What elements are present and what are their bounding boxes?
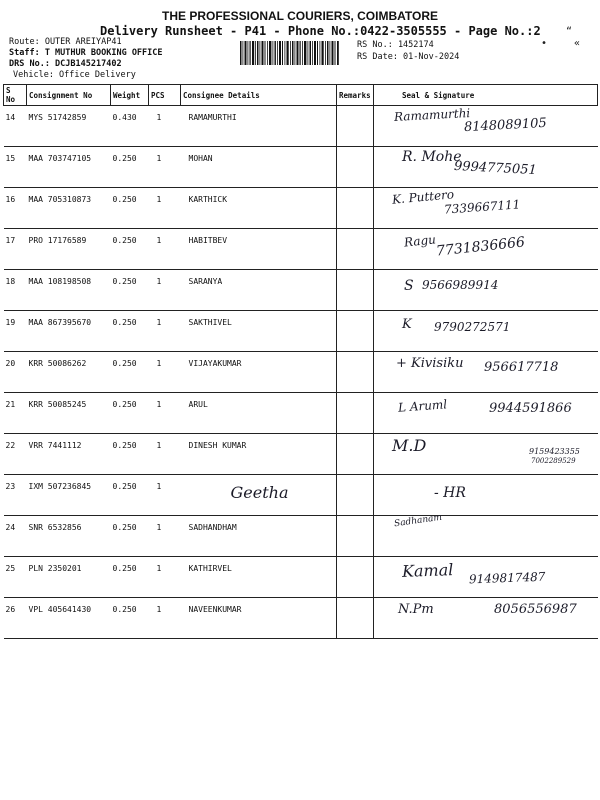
handwritten-signature: M.D <box>392 436 427 455</box>
consignee-details-cell <box>181 270 337 311</box>
weight-cell <box>111 311 149 352</box>
serial-number-cell <box>4 598 27 639</box>
handwritten-signature: S <box>404 278 414 294</box>
handwritten-signature: L Aruml <box>397 397 448 415</box>
serial-number-cell <box>4 106 27 147</box>
pieces-text: 1 <box>156 605 162 614</box>
consignment-number-cell <box>27 475 111 516</box>
serial-number-cell <box>4 270 27 311</box>
consignment-number-text: SNR 6532856 <box>28 523 82 532</box>
pieces-cell <box>149 475 181 516</box>
seal-signature-cell <box>374 598 598 639</box>
serial-number-cell <box>4 393 27 434</box>
serial-number-text: 15 <box>5 154 16 163</box>
consignee-details-text: ARUL <box>188 400 208 409</box>
serial-number-text: 17 <box>5 236 16 245</box>
weight-cell <box>111 393 149 434</box>
pieces-cell <box>149 434 181 475</box>
seal-signature-cell <box>374 512 598 557</box>
handwritten-signature: Ramamurthi <box>393 106 471 124</box>
remarks-cell <box>337 188 374 229</box>
consignee-details-text: HABITBEV <box>188 236 228 245</box>
consignee-details-text: NAVEENKUMAR <box>188 605 242 614</box>
serial-number-text: 20 <box>5 359 16 368</box>
consignee-details-text: MOHAN <box>188 154 213 163</box>
consignment-number-text: KRR 50085245 <box>28 400 87 409</box>
weight-text: 0.430 <box>112 113 137 122</box>
remarks-cell <box>337 598 374 639</box>
pieces-cell <box>149 352 181 393</box>
route-label: Route: OUTER AREIYAP41 <box>9 37 122 47</box>
handwritten-signature: + Kivisiku <box>396 356 464 371</box>
consignee-details-text: KATHIRVEL <box>188 564 232 573</box>
serial-number-text: 14 <box>5 113 16 122</box>
handwritten-phone-number: 8056556987 <box>494 602 577 617</box>
weight-text: 0.250 <box>112 154 137 163</box>
serial-number-cell <box>4 147 27 188</box>
rs-number: RS No.: 1452174 <box>357 40 434 50</box>
serial-number-cell <box>4 229 27 270</box>
remarks-cell <box>337 352 374 393</box>
pieces-cell <box>149 106 181 147</box>
serial-number-text: 25 <box>5 564 16 573</box>
pieces-text: 1 <box>156 154 162 163</box>
seal-signature-cell <box>374 147 598 188</box>
consignment-number-cell <box>27 229 111 270</box>
consignment-number-cell <box>27 147 111 188</box>
weight-text: 0.250 <box>112 605 137 614</box>
pieces-text: 1 <box>156 195 162 204</box>
corner-mark: • <box>541 38 548 49</box>
consignee-details-text: RAMAMURTHI <box>188 113 237 122</box>
consignment-number-text: VRR 7441112 <box>28 441 82 450</box>
table-row <box>4 311 598 352</box>
remarks-cell <box>337 311 374 352</box>
column-header: Consignment No <box>27 85 111 106</box>
serial-number-text: 18 <box>5 277 16 286</box>
seal-signature-cell <box>374 475 598 516</box>
column-header: Remarks <box>337 85 374 106</box>
seal-signature-cell <box>374 557 598 598</box>
table-row <box>4 516 598 557</box>
weight-text: 0.250 <box>112 482 137 491</box>
consignee-details-text: VIJAYAKUMAR <box>188 359 242 368</box>
handwritten-phone-number: 9159423355 <box>529 447 580 456</box>
pieces-cell <box>149 516 181 557</box>
serial-number-text: 19 <box>5 318 16 327</box>
pieces-text: 1 <box>156 359 162 368</box>
pieces-cell <box>149 229 181 270</box>
consignment-number-text: MAA 867395670 <box>28 318 92 327</box>
serial-number-cell <box>4 352 27 393</box>
remarks-cell <box>337 106 374 147</box>
table-row <box>4 557 598 598</box>
consignment-number-cell <box>27 270 111 311</box>
consignee-details-cell <box>181 475 337 516</box>
runsheet-subtitle: Delivery Runsheet - P41 - Phone No.:0422-3505555 - Page No.:2 <box>100 24 541 38</box>
barcode-image <box>240 41 340 65</box>
weight-text: 0.250 <box>112 277 137 286</box>
consignment-number-text: MYS 51742859 <box>28 113 87 122</box>
handwritten-signature: R. Mohe <box>402 149 462 165</box>
serial-number-cell <box>4 557 27 598</box>
table-row <box>4 475 598 516</box>
serial-number-text: 23 <box>5 482 16 491</box>
consignment-number-cell <box>27 188 111 229</box>
runsheet-table <box>3 84 598 639</box>
pieces-text: 1 <box>156 564 162 573</box>
table-row <box>4 270 598 311</box>
handwritten-signature: Ragu <box>403 232 437 250</box>
pieces-text: 1 <box>156 400 162 409</box>
seal-signature-cell <box>374 352 598 393</box>
column-header: Seal & Signature <box>374 85 598 106</box>
consignment-number-cell <box>27 598 111 639</box>
consignment-number-text: KRR 50086262 <box>28 359 87 368</box>
handwritten-signature: Kamal <box>401 560 454 581</box>
handwritten-signature: K <box>402 317 412 332</box>
weight-cell <box>111 598 149 639</box>
consignment-number-text: PRO 17176589 <box>28 236 87 245</box>
handwritten-consignee-name: Geetha <box>230 483 289 502</box>
consignment-number-cell <box>27 311 111 352</box>
handwritten-signature: - HR <box>434 485 466 501</box>
table-row <box>4 229 598 270</box>
weight-cell <box>111 147 149 188</box>
consignee-details-cell <box>181 434 337 475</box>
consignment-number-text: PLN 2350201 <box>28 564 82 573</box>
corner-mark: « <box>574 38 581 49</box>
drs-number: DRS No.: DCJB145217402 <box>9 59 122 69</box>
weight-text: 0.250 <box>112 195 137 204</box>
pieces-text: 1 <box>156 482 162 491</box>
weight-cell <box>111 516 149 557</box>
pieces-cell <box>149 188 181 229</box>
weight-cell <box>111 188 149 229</box>
consignee-details-cell <box>181 516 337 557</box>
handwritten-phone-number: 7731836666 <box>435 234 526 260</box>
weight-cell <box>111 270 149 311</box>
table-row <box>4 393 598 434</box>
table-row <box>4 434 598 475</box>
table-row <box>4 106 598 147</box>
remarks-cell <box>337 557 374 598</box>
column-header: PCS <box>149 85 181 106</box>
pieces-text: 1 <box>156 523 162 532</box>
weight-cell <box>111 434 149 475</box>
consignment-number-text: MAA 108198508 <box>28 277 92 286</box>
handwritten-signature: Sadhanam <box>393 512 443 530</box>
table-row <box>4 352 598 393</box>
table-row <box>4 147 598 188</box>
handwritten-phone-number: 8148089105 <box>463 115 548 136</box>
pieces-cell <box>149 147 181 188</box>
serial-number-cell <box>4 311 27 352</box>
pieces-cell <box>149 598 181 639</box>
pieces-text: 1 <box>156 277 162 286</box>
pieces-cell <box>149 557 181 598</box>
serial-number-cell <box>4 188 27 229</box>
table-header-row <box>4 85 598 106</box>
remarks-cell <box>337 475 374 516</box>
consignee-details-cell <box>181 311 337 352</box>
weight-text: 0.250 <box>112 564 137 573</box>
weight-cell <box>111 557 149 598</box>
column-header: S No <box>4 85 27 106</box>
rs-date: RS Date: 01-Nov-2024 <box>357 52 460 62</box>
weight-text: 0.250 <box>112 359 137 368</box>
weight-text: 0.250 <box>112 400 137 409</box>
weight-cell <box>111 475 149 516</box>
consignee-details-cell <box>181 557 337 598</box>
weight-cell <box>111 352 149 393</box>
consignee-details-text: DINESH KUMAR <box>188 441 247 450</box>
handwritten-phone-number: 9944591866 <box>489 401 572 416</box>
remarks-cell <box>337 147 374 188</box>
company-title: THE PROFESSIONAL COURIERS, COIMBATORE <box>161 9 439 23</box>
serial-number-cell <box>4 475 27 516</box>
consignee-details-cell <box>181 106 337 147</box>
consignee-details-text <box>183 475 335 482</box>
consignee-details-cell <box>181 188 337 229</box>
seal-signature-cell <box>374 229 598 270</box>
weight-text: 0.250 <box>112 441 137 450</box>
handwritten-signature: N.Pm <box>398 602 434 617</box>
remarks-cell <box>337 229 374 270</box>
consignment-number-cell <box>27 557 111 598</box>
consignment-number-cell <box>27 434 111 475</box>
pieces-text: 1 <box>156 236 162 245</box>
consignment-number-text: MAA 705310873 <box>28 195 92 204</box>
consignee-details-text: SADHANDHAM <box>188 523 237 532</box>
serial-number-text: 24 <box>5 523 16 532</box>
handwritten-phone-number: 9566989914 <box>422 278 499 292</box>
weight-text: 0.250 <box>112 236 137 245</box>
pieces-cell <box>149 311 181 352</box>
weight-cell <box>111 106 149 147</box>
weight-text: 0.250 <box>112 318 137 327</box>
seal-signature-cell <box>374 393 598 434</box>
serial-number-text: 16 <box>5 195 16 204</box>
consignment-number-cell <box>27 516 111 557</box>
remarks-cell <box>337 393 374 434</box>
table-row <box>4 188 598 229</box>
consignment-number-cell <box>27 106 111 147</box>
remarks-cell <box>337 516 374 557</box>
consignment-number-text: VPL 405641430 <box>28 605 92 614</box>
weight-text: 0.250 <box>112 523 137 532</box>
handwritten-phone-number: 956617718 <box>484 360 559 375</box>
handwritten-phone-number: 7339667111 <box>443 197 521 217</box>
consignee-details-cell <box>181 229 337 270</box>
corner-mark: “ <box>566 26 573 37</box>
table-row <box>4 598 598 639</box>
handwritten-phone-number: 9994775051 <box>453 158 538 179</box>
remarks-cell <box>337 434 374 475</box>
staff-label: Staff: T MUTHUR BOOKING OFFICE <box>9 48 163 58</box>
serial-number-cell <box>4 434 27 475</box>
serial-number-text: 22 <box>5 441 16 450</box>
consignee-details-cell <box>181 598 337 639</box>
consignment-number-cell <box>27 352 111 393</box>
seal-signature-cell <box>374 434 598 475</box>
consignee-details-text: SARANYA <box>188 277 223 286</box>
handwritten-phone-number: 9790272571 <box>434 320 511 334</box>
pieces-text: 1 <box>156 318 162 327</box>
consignee-details-text: SAKTHIVEL <box>188 318 232 327</box>
consignee-details-cell <box>181 393 337 434</box>
serial-number-cell <box>4 516 27 557</box>
remarks-cell <box>337 270 374 311</box>
consignment-number-text: MAA 703747105 <box>28 154 92 163</box>
consignee-details-cell <box>181 147 337 188</box>
consignee-details-cell <box>181 352 337 393</box>
serial-number-text: 26 <box>5 605 16 614</box>
pieces-cell <box>149 393 181 434</box>
pieces-cell <box>149 270 181 311</box>
consignment-number-text: IXM 507236845 <box>28 482 92 491</box>
column-header: Weight <box>111 85 149 106</box>
pieces-text: 1 <box>156 113 162 122</box>
serial-number-text: 21 <box>5 400 16 409</box>
handwritten-phone-number: 7002289529 <box>531 457 576 465</box>
seal-signature-cell <box>374 311 598 352</box>
weight-cell <box>111 229 149 270</box>
consignee-details-text: KARTHICK <box>188 195 228 204</box>
pieces-text: 1 <box>156 441 162 450</box>
seal-signature-cell <box>374 188 598 229</box>
handwritten-signature: K. Puttero <box>391 187 455 207</box>
column-header: Consignee Details <box>181 85 337 106</box>
handwritten-phone-number: 9149817487 <box>468 569 546 587</box>
consignment-number-cell <box>27 393 111 434</box>
vehicle-label: Vehicle: Office Delivery <box>13 70 136 80</box>
seal-signature-cell <box>374 270 598 311</box>
seal-signature-cell <box>374 106 598 147</box>
